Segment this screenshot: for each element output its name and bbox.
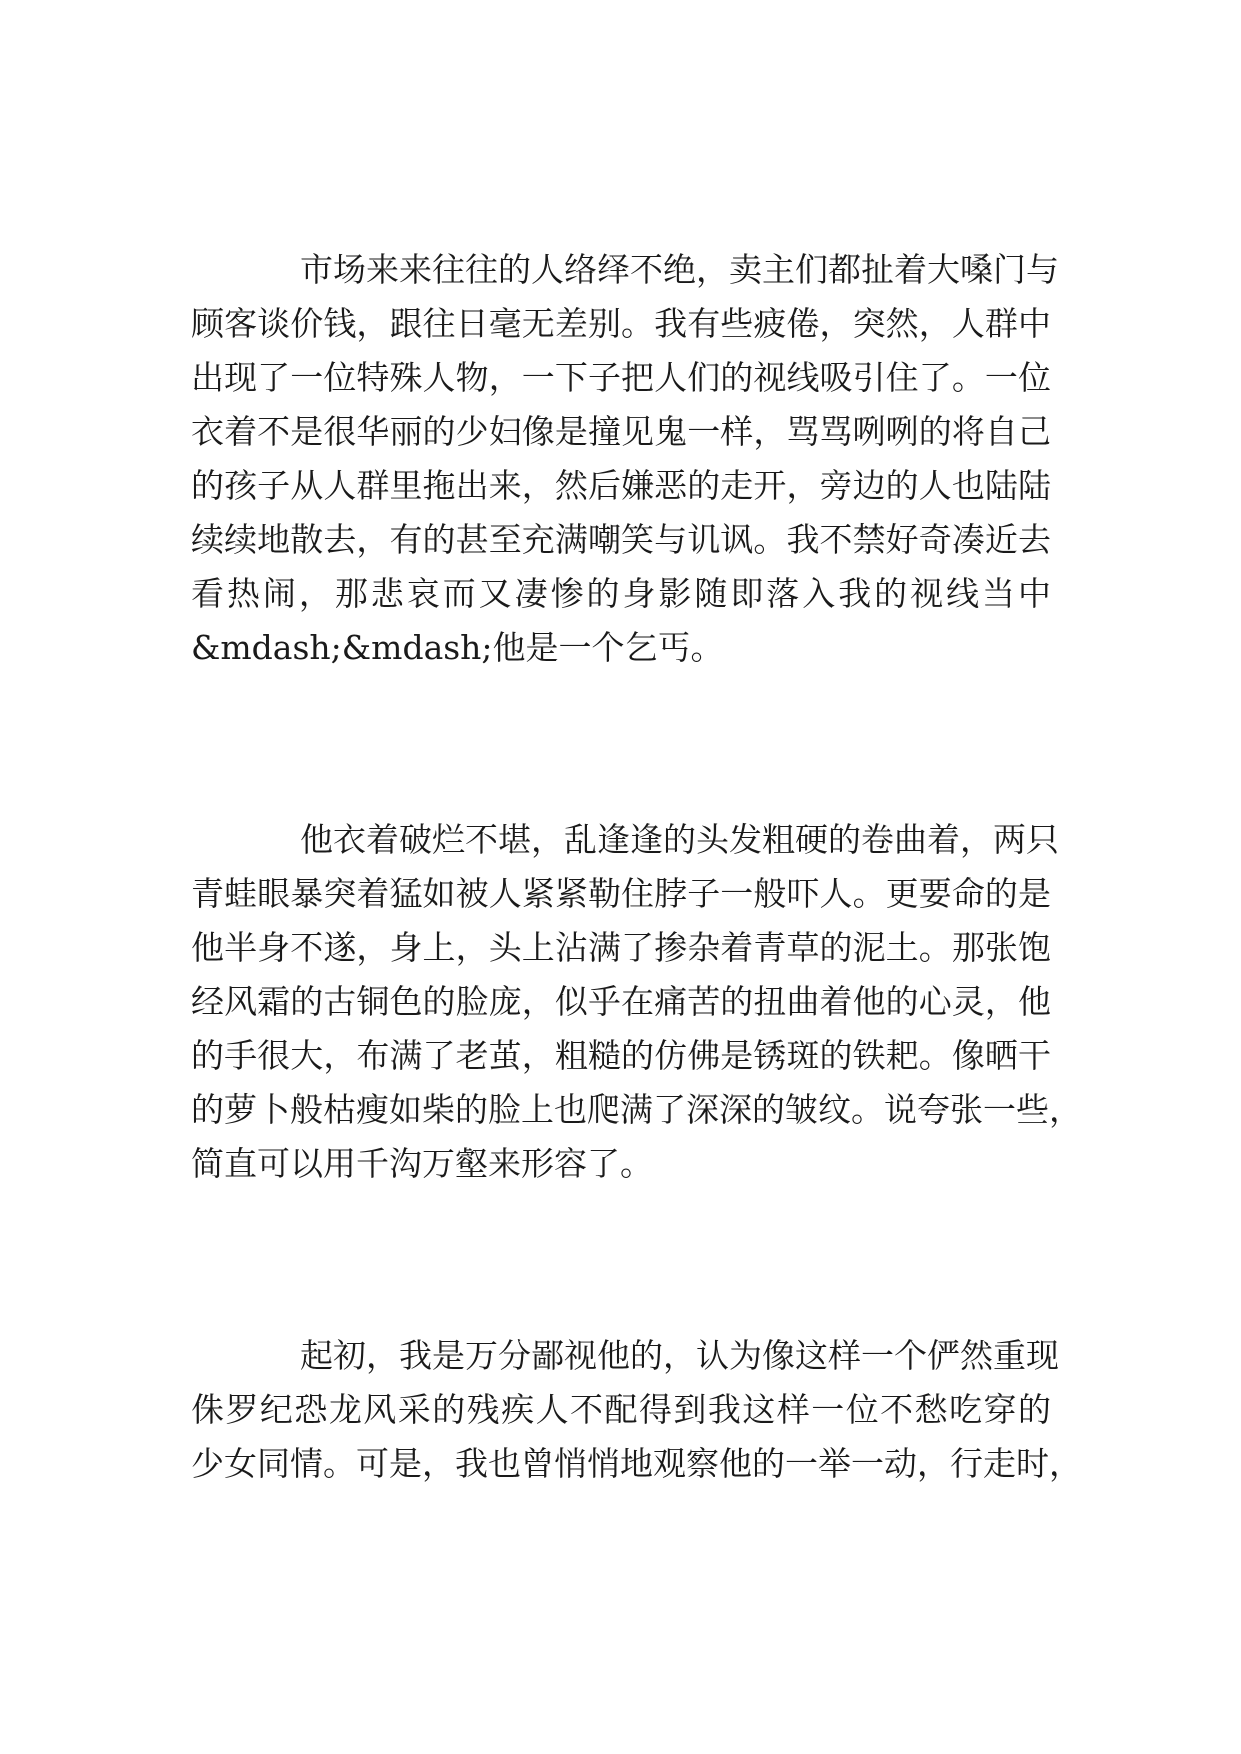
paragraph-line: 他衣着破烂不堪，乱逢逢的头发粗硬的卷曲着，两只 [300,820,1059,859]
paragraph-line: 少女同情。可是，我也曾悄悄地观察他的一举一动，行走时， [191,1444,1082,1483]
paragraph-line: 续续地散去，有的甚至充满嘲笑与讥讽。我不禁好奇凑近去 [191,520,1051,559]
paragraph-line: 侏罗纪恐龙风采的残疾人不配得到我这样一位不愁吃穿的 [191,1390,1051,1429]
paragraph-line: 简直可以用千沟万壑来形容了。 [191,1144,653,1183]
paragraph-line: 的萝卜般枯瘦如柴的脸上也爬满了深深的皱纹。说夸张一些， [191,1090,1082,1129]
paragraph-line: 出现了一位特殊人物，一下子把人们的视线吸引住了。一位 [191,358,1051,397]
paragraph-line: 市场来来往往的人络绎不绝，卖主们都扯着大嗓门与 [300,250,1059,289]
paragraph-line: 他半身不遂，身上，头上沾满了掺杂着青草的泥土。那张饱 [191,928,1051,967]
paragraph-line: 顾客谈价钱，跟往日毫无差别。我有些疲倦，突然，人群中 [191,304,1051,343]
paragraph-line: 青蛙眼暴突着猛如被人紧紧勒住脖子一般吓人。更要命的是 [191,874,1051,913]
paragraph-line: 看热闹，那悲哀而又凄惨的身影随即落入我的视线当中 [191,574,1051,613]
paragraph-line: 起初，我是万分鄙视他的，认为像这样一个俨然重现 [300,1336,1059,1375]
paragraph-line: 衣着不是很华丽的少妇像是撞见鬼一样，骂骂咧咧的将自己 [191,412,1051,451]
paragraph-line: 的手很大，布满了老茧，粗糙的仿佛是锈斑的铁耙。像晒干 [191,1036,1051,1075]
paragraph-line: &mdash;&mdash;他是一个乞丐。 [191,628,724,667]
paragraph-line: 经风霜的古铜色的脸庞，似乎在痛苦的扭曲着他的心灵，他 [191,982,1051,1021]
paragraph-line: 的孩子从人群里拖出来，然后嫌恶的走开，旁边的人也陆陆 [191,466,1051,505]
